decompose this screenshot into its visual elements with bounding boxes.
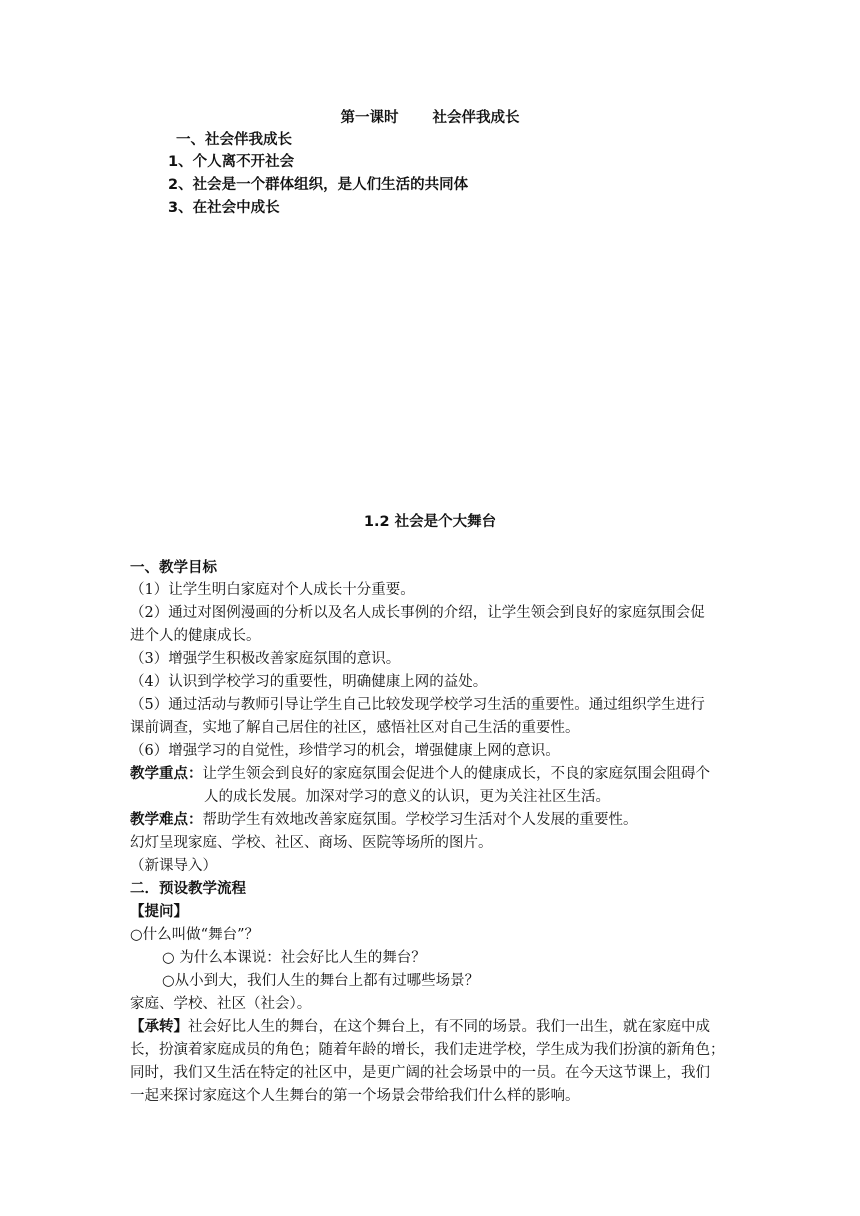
outline-item-2: 2、社会是一个群体组织，是人们生活的共同体	[168, 177, 469, 193]
transition-text-c: 同时，我们又生活在特定的社区中，是更广阔的社会场景中的一员。在今天这节课上，我们	[130, 1065, 710, 1081]
transition-text-b: 长，扮演着家庭成员的角色；随着年龄的增长，我们走进学校，学生成为我们扮演的新角色；	[130, 1042, 725, 1058]
intro-new-lesson: （新课导入）	[130, 858, 217, 874]
objective-5b: 课前调查，实地了解自己居住的社区，感悟社区对自己生活的重要性。	[130, 720, 580, 736]
transition-text-d: 一起来探讨家庭这个人生舞台的第一个场景会带给我们什么样的影响。	[130, 1088, 580, 1104]
outline-item-1: 1、个人离不开社会	[168, 154, 295, 170]
objective-3: （3）增强学生积极改善家庭氛围的意识。	[130, 651, 401, 667]
outline-heading: 一、社会伴我成长	[176, 132, 292, 148]
difficulties-text: 帮助学生有效地改善家庭氛围。学校学习生活对个人发展的重要性。	[202, 812, 638, 828]
keypoints-label: 教学重点：	[130, 766, 203, 782]
objective-6: （6）增强学习的自觉性，珍惜学习的机会，增强健康上网的意识。	[130, 743, 560, 759]
objective-2b: 进个人的健康成长。	[130, 628, 261, 644]
objective-2a: （2）通过对图例漫画的分析以及名人成长事例的介绍，让学生领会到良好的家庭氛围会促	[130, 605, 705, 621]
transition-text-a: 社会好比人生的舞台，在这个舞台上，有不同的场景。我们一出生，就在家庭中成	[188, 1019, 710, 1035]
objectives-heading: 一、教学目标	[130, 560, 217, 576]
lesson-number: 第一课时	[340, 110, 399, 126]
transition-label: 【承转】	[130, 1019, 188, 1035]
ask-label: 【提问】	[130, 904, 188, 920]
flow-heading: 二．预设教学流程	[130, 881, 246, 897]
transition-line-1	[130, 1017, 710, 1037]
intro-slides: 幻灯呈现家庭、学校、社区、商场、医院等场所的图片。	[130, 835, 493, 851]
lesson-title	[0, 108, 860, 128]
keypoints-text-b: 人的成长发展。加深对学习的意义的认识，更为关注社区生活。	[204, 789, 610, 805]
keypoints-text-a: 让学生领会到良好的家庭氛围会促进个人的健康成长，不良的家庭氛围会阻碍个	[202, 766, 710, 782]
difficulties-line	[130, 810, 638, 830]
objective-5a: （5）通过活动与教师引导让学生自己比较发现学校学习生活的重要性。通过组织学生进行	[130, 697, 705, 713]
objective-4: （4）认识到学校学习的重要性，明确健康上网的益处。	[130, 674, 488, 690]
lesson-name: 社会伴我成长	[432, 110, 520, 126]
objective-1: （1）让学生明白家庭对个人成长十分重要。	[130, 582, 415, 598]
keypoints-line-1	[130, 764, 710, 784]
section-title: 1.2 社会是个大舞台	[363, 514, 497, 530]
answer-text: 家庭、学校、社区（社会）。	[130, 996, 312, 1012]
difficulties-label: 教学难点：	[130, 812, 203, 828]
question-1: ○什么叫做“舞台”？	[130, 927, 259, 943]
outline-item-3: 3、在社会中成长	[168, 200, 280, 216]
question-3: ○从小到大，我们人生的舞台上都有过哪些场景？	[162, 973, 480, 989]
question-2: ○ 为什么本课说：社会好比人生的舞台？	[162, 950, 426, 966]
